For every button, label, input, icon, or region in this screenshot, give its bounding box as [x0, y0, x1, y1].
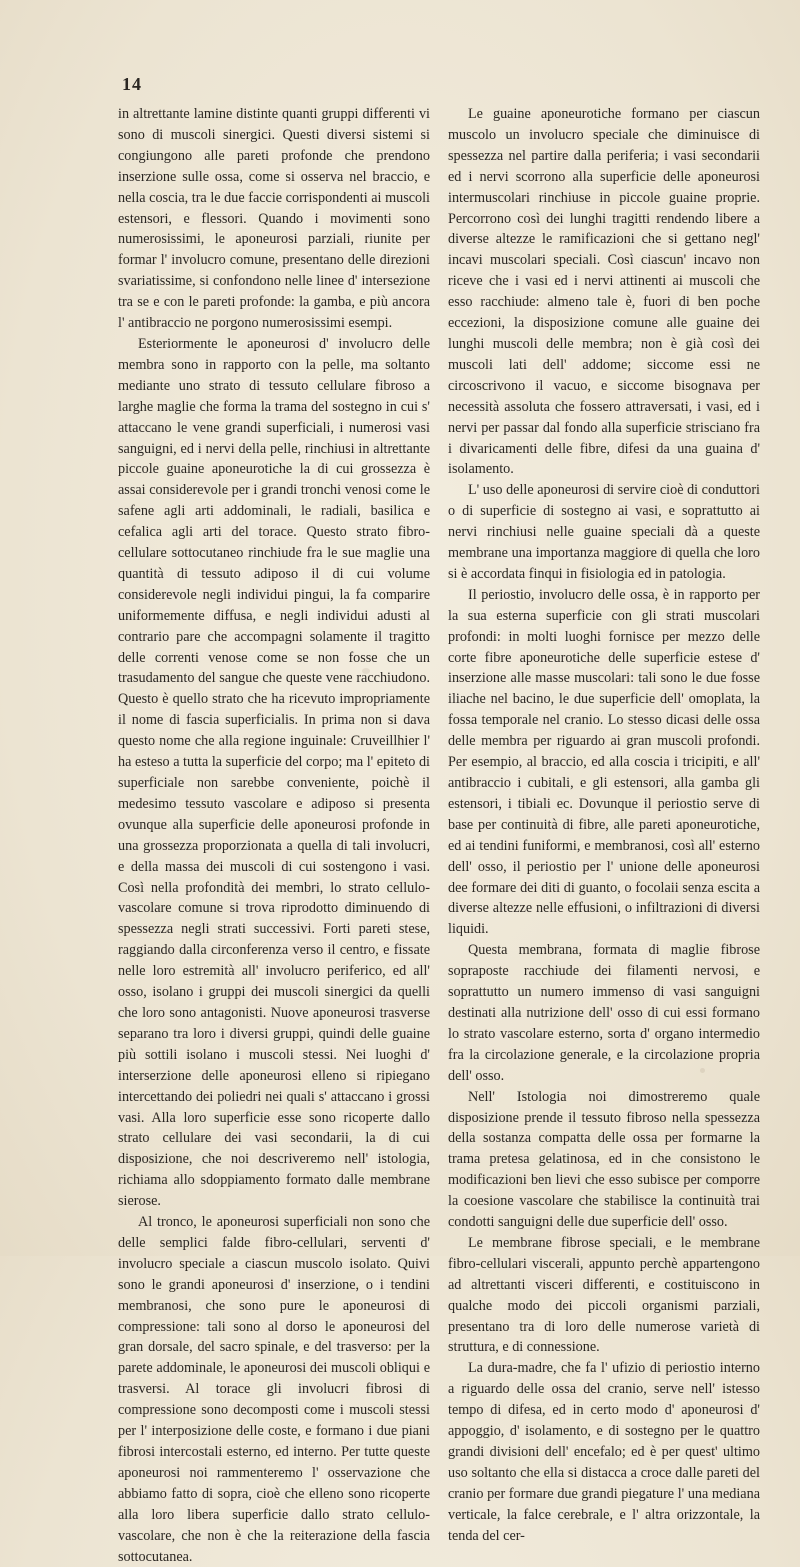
- paragraph: Le guaine aponeurotiche formano per ciascun muscolo un involucro speciale che diminuisce di spessezza nel partire dalla periferia; i vasi secondarii ed i nervi scorrono alla superficie delle aponeurosi intermuscolari rinchiuse in piccole guaine proprie. Percorrono così dei lunghi tragitti rendendo libere a diverse altezze le ramificazioni che si gettano negl' incavi muscolari speciali. Così ciascun' incavo non riceve che i vasi ed i nervi attinenti ai muscoli che esso racchiude: almeno tale è, fuori di ben poche eccezioni, la disposizione comune alle guaine dei lunghi muscoli delle membra; non è già così dei muscoli lati dell' addome; siccome essi ne circoscrivono il vacuo, e siccome bisognava per necessità assoluta che fossero attraversati, i vasi, ed i nervi per passar dal fondo alla superficie strisciano fra i divaricamenti delle fibre, difesi da una guaina d' isolamento.: [448, 106, 760, 478]
- paper-stain: [362, 668, 370, 674]
- page-number: 14: [122, 74, 142, 94]
- paragraph: Nell' Istologia noi dimostreremo quale disposizione prende il tessuto fibroso nella spessezza della sostanza compatta delle ossa per formarne la trama pretesa gelatinosa, ed in che consistono le modificazioni ben lievi che esso subisce per comporre la coesione vascolare che stabilisce la continuità trai condotti sanguigni delle due superficie dell' osso.: [448, 1088, 760, 1231]
- paragraph: Questa membrana, formata di maglie fibrose sopraposte racchiude dei filamenti nervosi, e soprattutto un numero immenso di vasi sanguigni destinati alla nutrizione dell' osso di cui essi formano lo strato vascolare esterno, sorta d' organo intermedio fra la circolazione generale, e la circolazione propria dell' osso.: [448, 942, 760, 1084]
- left-column: [118, 104, 430, 1567]
- paragraph: Al tronco, le aponeurosi superficiali non sono che delle semplici falde fibro-cellulari, serventi d' involucro speciale a ciascun muscolo isolato. Quivi sono le grandi aponeurosi d' inserzione, o i tendini membranosi, che sono pure le aponeurosi di compressione: tali sono al dorso le aponeurosi del gran dorsale, del sacro spinale, e del trasverso: per la parete addominale, le aponeurosi dei muscoli obliqui e trasversi. Al torace gli involucri fibrosi di compressione sono decomposti come i muscoli stessi per l' interposizione delle coste, e formano i due piani fibrosi intercostali esterno, ed interno. Per tutte queste aponeurosi noi rammenteremo l' osservazione che abbiamo fatto di sopra, cioè che elleno sono ricoperte alla loro libera superficie dallo strato cellulo-vascolare, che non è che la reiterazione della fascia sottocutanea.: [118, 1214, 430, 1565]
- paragraph: in altrettante lamine distinte quanti gruppi differenti vi sono di muscoli sinergici. Questi diversi sistemi si congiungono alle pareti profonde che prendono inserzione sulle ossa, come si osserva nel braccio, e nella coscia, tra le due faccie corrispondenti ai muscoli estensori, e flessori. Quando i movimenti sono numerosissimi, le aponeurosi parziali, riunite per formar l' involucro comune, presentano delle direzioni svariatissime, si confondono nelle linee d' intersezione tra se e con le pareti profonde: la gamba, e più ancora l' antibraccio ne porgono numerosissimi esempi.: [118, 106, 430, 332]
- paragraph: Il periostio, involucro delle ossa, è in rapporto per la sua esterna superficie con gli strati muscolari profondi: in molti luoghi fornisce per mezzo delle corte fibre aponeurotiche delle superficie estese d' inserzione alle masse muscolari: tali sono le due fosse iliache nel bacino, le due superficie dell' omoplata, la fossa temporale nel cranio. Lo stesso dicasi delle ossa delle membra per riguardo ai gran muscoli profondi. Per esempio, al braccio, ed alla coscia i tricipiti, e all' antibraccio i cubitali, e gli estensori, alla gamba gli estensori, i tibiali ec. Dovunque il periostio serve di base per continuità di fibre, alle pareti aponeurotiche, ed ai tendini funiformi, e membranosi, così all' esterno dell' osso, il periostio per l' unione delle aponeurosi dee formare dei diti di guanto, o focolaii senza escita a diverse altezze nelle effusioni, o infiltrazioni di diversi liquidi.: [448, 586, 760, 938]
- paragraph: Esteriormente le aponeurosi d' involucro delle membra sono in rapporto con la pelle, ma soltanto mediante uno strato di tessuto cellulare fibroso a larghe maglie che forma la trama del sostegno in cui s' attaccano le vene grandi superficiali, i numerosi vasi sanguigni, ed i nervi della pelle, rinchiusi in altrettante piccole guaine aponeurotiche la di cui grossezza è assai considerevole per i grandi tronchi venosi come le safene agli arti addominali, le radiali, basilica e cefalica agli arti del torace. Questo strato fibro-cellulare sottocutaneo rinchiude fra le sue maglie una quantità di tessuto adiposo il di cui volume considerevole negli individui pingui, la fa comparire uniformemente diffusa, e negli individui adusti al contrario pare che accompagni solamente il tragitto delle correnti venose come se non fosse che un trasudamento del sangue che queste vene racchiudono. Questo è quello strato che ha ricevuto impropriamente il nome di fascia superficialis. In prima non si dava questo nome che alla regione inguinale: Cruveillhier l' ha esteso a tutta la superficie del corpo; ma l' epiteto di superficiale non sarebbe conveniente, poichè il medesimo tessuto vascolare e adiposo si presenta ovunque alla superficie delle aponeurosi profonde in una grossezza proporzionata a quella di tali involucri, e della massa dei muscoli di cui sostengono i vasi. Così nella profondità dei membri, lo strato cellulo-vascolare comune si trova riprodotto diminuendo di spessezza negli strati successivi. Forti pareti stese, raggiando dalla circonferenza verso il centro, e fissate nelle loro estremità all' involucro periferico, ed all' osso, isolano i gruppi dei muscoli sinergici da quelli che loro sono antagonisti. Nuove aponeurosi trasverse separano tra loro i diversi gruppi, quindi delle guaine più sottili isolano i muscoli stessi. Nei luoghi d' interserzione delle aponeurosi elleno si ripiegano intercettando dei poliedri nei quali s' attaccano i grossi vasi. Alla loro superficie esse sono ricoperte dallo strato cellulare dei vasi secondarii, la di cui disposizione, che noi descriveremo nell' istologia, richiama allo sdoppiamento formato dalle membrane sierose.: [118, 335, 430, 1210]
- paragraph: Le membrane fibrose speciali, e le membrane fibro-cellulari viscerali, appunto perchè appartengono ad altrettanti visceri differenti, e costituiscono in qualche modo dei piccoli organismi parziali, presentano tra di loro delle numerose varietà di struttura, e di connessione.: [448, 1234, 760, 1356]
- paragraph: La dura-madre, che fa l' ufizio di periostio interno a riguardo delle ossa del cranio, serve nell' istesso tempo di difesa, ed in certo modo d' aponeurosi d' appoggio, d' isolamento, e di sostegno per le quattro grandi divisioni dell' encefalo; ed è per quest' ultimo uso soltanto che ella si distacca a croce dalle pareti del cranio per formare due grandi piegature l' una mediana verticale, la falce cerebrale, e l' altra orizzontale, la tenda del cer-: [448, 1360, 760, 1544]
- paragraph: L' uso delle aponeurosi di servire cioè di conduttori o di superficie di sostegno ai vasi, e soprattutto ai nervi rinchiusi nelle guaine speciali dà a queste membrane una importanza maggiore di quella che loro si è accordata finqui in fisiologia ed in patologia.: [448, 482, 760, 582]
- right-column: [448, 104, 760, 1547]
- paper-stain: [148, 1160, 154, 1164]
- paper-stain: [700, 1068, 705, 1073]
